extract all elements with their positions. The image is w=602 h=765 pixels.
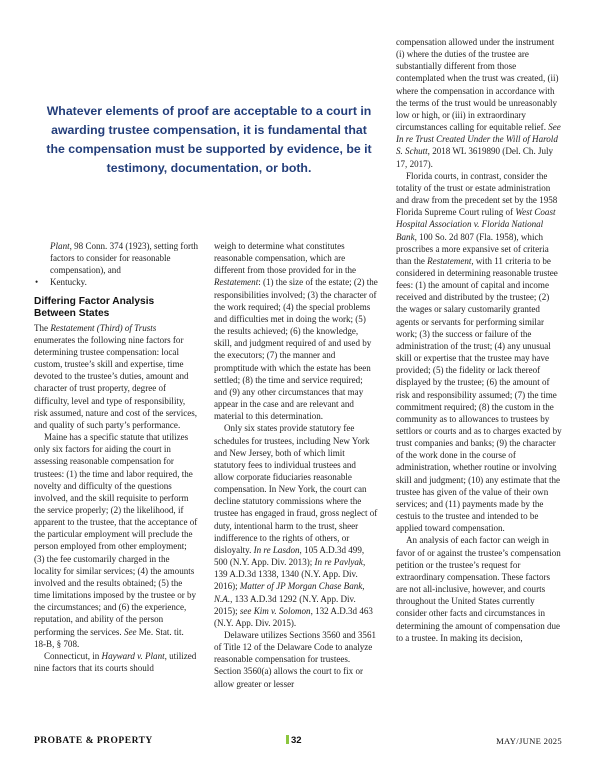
- page-marker-icon: [286, 735, 289, 744]
- publication-name: PROBATE & PROPERTY: [34, 736, 153, 746]
- section-heading: Differing Factor Analysis Between States: [34, 295, 155, 320]
- page-footer: [34, 736, 562, 752]
- paragraph: An analysis of each factor can weigh in favor of or against the trustee’s compensation petition or the trustee’s request for extraordinary compensation. These factors are not all-inclusive, however, and courts throughout the United States currently consider other facts and circumstances in determining the amount of compensation due to a trustee. In making its decision,: [396, 535, 561, 643]
- paragraph: Florida courts, in contrast, consider the totality of the trust or estate administration and draw from the precedent set by the 1958 Florida Supreme Court ruling of West Coast Hospital Association v. Florida National Bank, 100 So. 2d 807 (Fla. 1958), which proscribes a more expansive set of criteria than the Restatement, with 11 criteria to be considered in determining reasonable trustee fees: (1) the amount of capital and income received and distributed by the trustee; (2) the wages or salary customarily granted agents or servants for performing similar work; (3) the success or failure of the administration of the trust; (4) any unusual skill or expertise that the trustee may have provided; (5) the fidelity or lack thereof displayed by the trustee; (6) the amount of risk and responsibility assumed; (7) the time commitment required; (8) the custom in the community as to allowances to trustees by settlors or courts and as to charges exacted by trust companies and banks; (9) the character of the work done in the course of administration, whether routine or involving skill and judgment; (10) any estimate that the trustee has given of the value of their own services; and (11) payments made by the cestuis to the trustee and intended to be applied toward compensation.: [396, 170, 562, 534]
- paragraph: Only six states provide statutory fee schedules for trustees, including New York and New Jersey, both of which limit statutory fees to individual trustees and allow corporate fiduciaries reasonable compensation. In New York, the court can decline statutory commissions where the trustee has engaged in fraud, gross neglect of duty, intentional harm to the trust, sheer indifference to the rights of others, or disloyalty. In re Lasdon, 105 A.D.3d 499, 500 (N.Y. App. Div. 2013); In re Pavlyak, 139 A.D.3d 1338, 1340 (N.Y. App. Div. 2016); Matter of JP Morgan Chase Bank, N.A., 133 A.D.3d 1292 (N.Y. App. Div. 2015); see Kim v. Solomon, 132 A.D.3d 463 (N.Y. App. Div. 2015).: [214, 423, 378, 628]
- bullet-icon: •: [35, 277, 39, 288]
- bullet-text: Kentucky.: [50, 277, 87, 288]
- page-number: [286, 735, 302, 746]
- pull-quote: Whatever elements of proof are acceptable to a court in awarding trustee compensation, it is fundamental that the compensation must be supported by evidence, be it testimony, documentation, or both.: [46, 104, 372, 175]
- text-column-3: [396, 36, 562, 644]
- paragraph: compensation allowed under the instrument (i) where the duties of the trustee are substantially different from those contemplated when the trust was created, (ii) where the compensation in accordance with the terms of the trust would be unreasonably low or high, or (iii) in extraordinary circumstances calling for equitable relief. See In re Trust Created Under the Will of Harold S. Schutt, 2018 WL 3619890 (Del. Ch. July 17, 2017).: [396, 37, 561, 169]
- bullet-item: [34, 276, 198, 288]
- text-column-1: [34, 240, 198, 674]
- paragraph: The Restatement (Third) of Trusts enumerates the following nine factors for determining trustee compensation: local custom, trustee’s skill and expertise, time devoted to the trustee’s duties, amount and character of trust property, degree of difficulty, level and type of responsibility, risk assumed, nature and cost of the services, and quality of such party’s performance.: [34, 322, 198, 430]
- paragraph: Connecticut, in Hayward v. Plant, utilized nine factors that its courts should: [34, 650, 197, 673]
- citation-continuation: Plant, 98 Conn. 374 (1923), setting forth factors to consider for reasonable compensation), and: [50, 241, 199, 276]
- issue-date: MAY/JUNE 2025: [496, 736, 562, 746]
- text-column-2: [214, 240, 378, 690]
- paragraph: Delaware utilizes Sections 3560 and 3561 of Title 12 of the Delaware Code to analyze reasonable compensation for trustees. Section 3560(a) allows the court to fix or allow greater or lesser: [214, 630, 376, 689]
- paragraph: Maine has a specific statute that utilizes only six factors for aiding the court in assessing reasonable compensation for trustees: (1) the time and labor required, the novelty and difficulty of the questions involved, and the skill requisite to perform the service properly; (2) the likelihood, if apparent to the trustee, that the acceptance of the particular employment will preclude the person employed from other employment; (3) the fee customarily charged in the locality for similar services; (4) the amounts involved and the results obtained; (5) the time limitations imposed by the trustee or by the circumstances; and (6) the experience, reputation, and ability of the person performing the services. See Me. Stat. tit. 18-B, § 708.: [34, 432, 198, 649]
- page-number-text: 32: [291, 735, 302, 746]
- paragraph: weigh to determine what constitutes reasonable compensation, which are different from those provided for in the Restatement: (1) the size of the estate; (2) the responsibilities involved; (3) the character of the work required; (4) the special problems and difficulties met in doing the work; (5) the results achieved; (6) the knowledge, skill, and judgment required of and used by the executors; (7) the manner and promptitude with which the estate has been settled; (8) the time and service required; and (9) any other circumstances that may appear in the case and are relevant and material to this determination.: [214, 241, 378, 422]
